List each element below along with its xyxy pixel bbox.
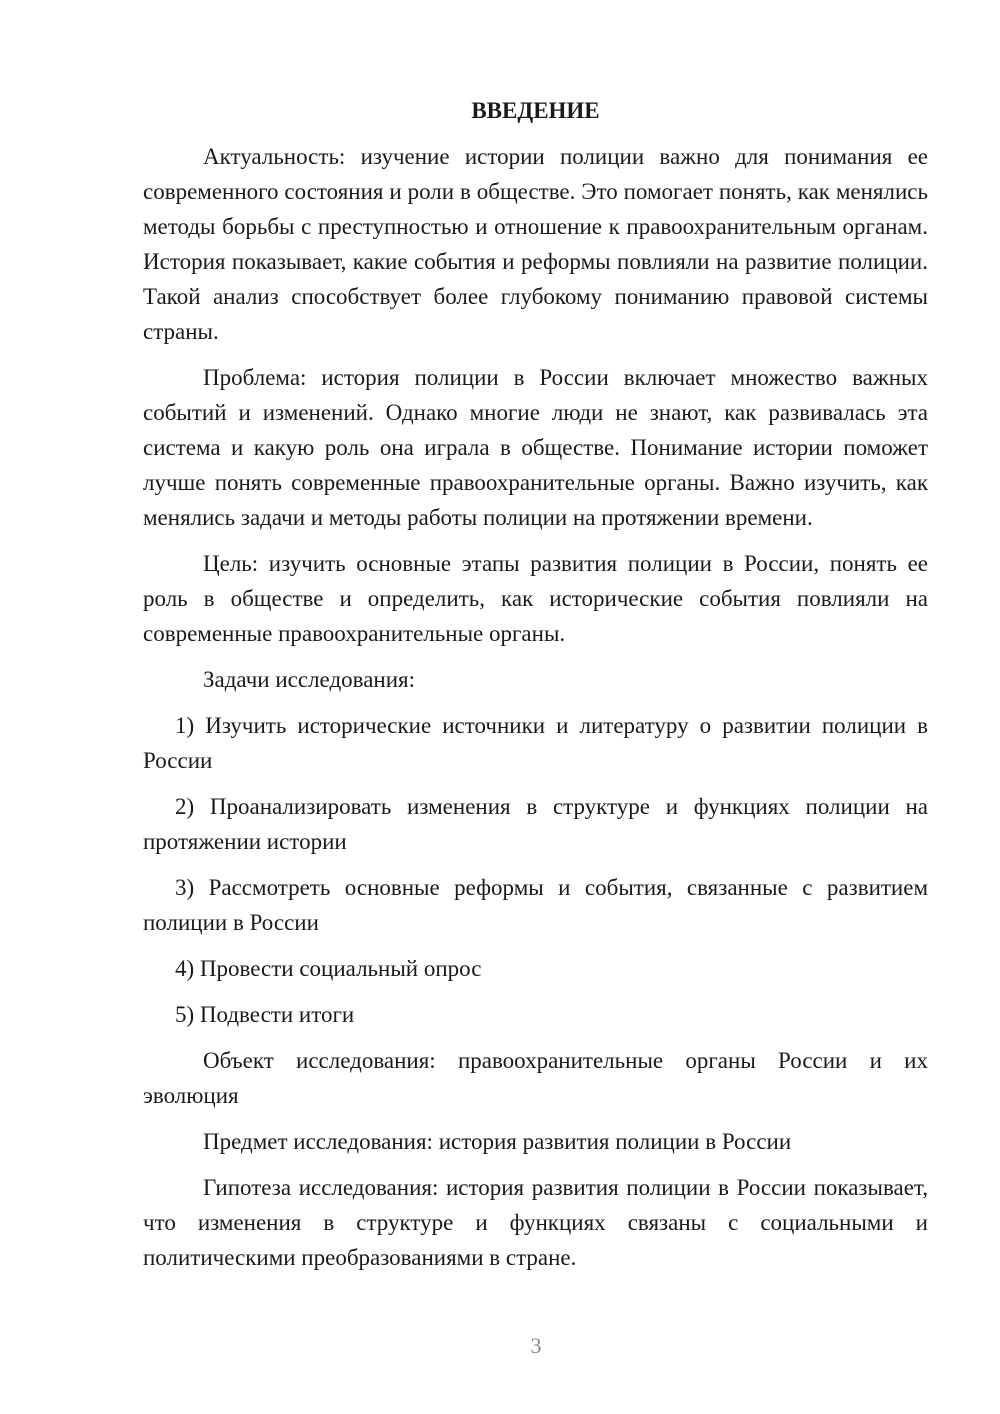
paragraph-goal: Цель: изучить основные этапы развития полиции в России, понять ее роль в обществе и определить, как исторические события повлияли на современные правоохранительные органы. (143, 551, 928, 646)
task-item-4: 4) Провести социальный опрос (175, 956, 482, 981)
document-body (143, 95, 928, 1286)
paragraph-relevance: Актуальность: изучение истории полиции важно для понимания ее современного состояния и роли в обществе. Это помогает понять, как менялись методы борьбы с преступностью и отношение к правоохранительным органам. История показывает, какие события и реформы повлияли на развитие полиции. Такой анализ способствует более глубокому пониманию правовой системы страны. (143, 144, 928, 344)
task-item-1: 1) Изучить исторические источники и литературу о развитии полиции в России (143, 713, 928, 773)
paragraph-object: Объект исследования: правоохранительные органы России и их эволюция (143, 1048, 928, 1108)
page-number: 3 (530, 1333, 542, 1358)
task-item-5: 5) Подвести итоги (175, 1002, 355, 1027)
paragraph-hypothesis: Гипотеза исследования: история развития полиции в России показывает, что изменения в структуре и функциях связаны с социальными и политическими преобразованиями в стране. (143, 1175, 928, 1270)
task-item-2: 2) Проанализировать изменения в структуре и функциях полиции на протяжении истории (143, 794, 928, 854)
section-title: ВВЕДЕНИЕ (471, 98, 600, 123)
task-item-3: 3) Рассмотреть основные реформы и события, связанные с развитием полиции в России (143, 875, 928, 935)
paragraph-problem: Проблема: история полиции в России включает множество важных событий и изменений. Однако многие люди не знают, как развивалась эта система и какую роль она играла в обществе. Понимание истории поможет лучше понять современные правоохранительные органы. Важно изучить, как менялись задачи и методы работы полиции на протяжении времени. (143, 365, 928, 530)
paragraph-subject: Предмет исследования: история развития полиции в России (203, 1129, 792, 1154)
paragraph-tasks-heading: Задачи исследования: (203, 667, 416, 692)
